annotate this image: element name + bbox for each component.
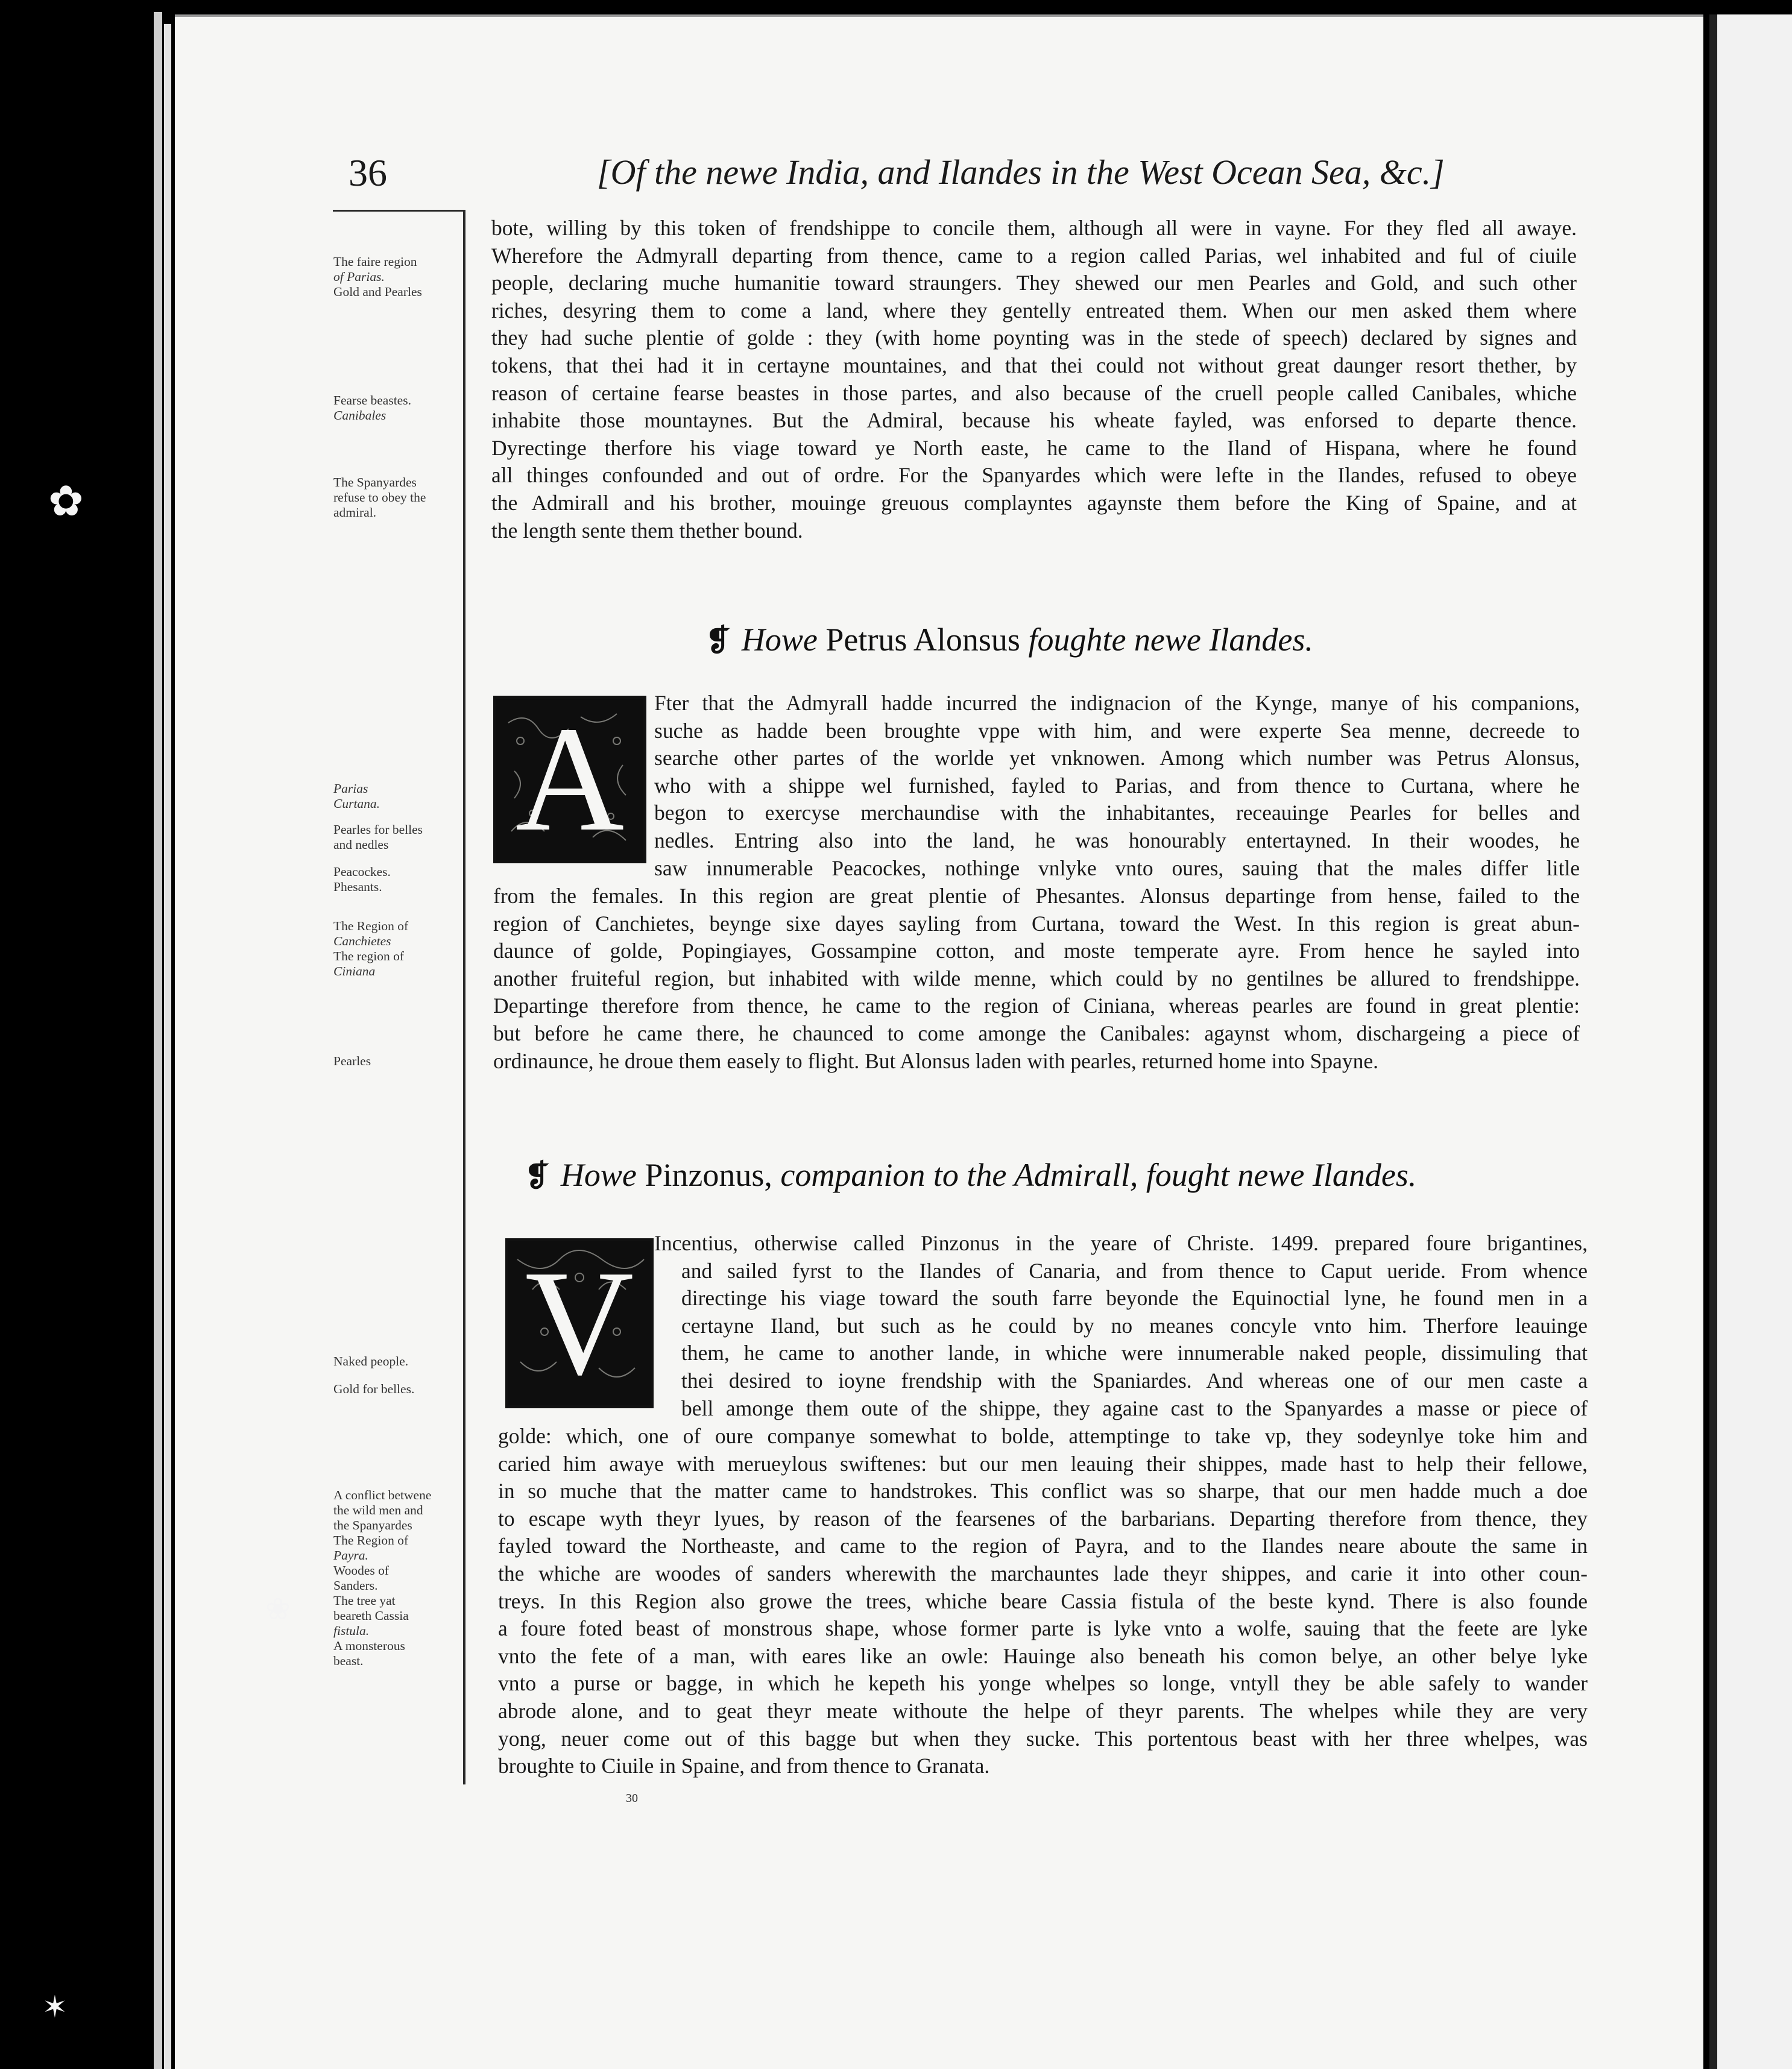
text-line: treys. In this Region also growe the trees, whiche beare Cassia fistula of the beste kynd. There is also founde bbox=[498, 1589, 1588, 1613]
note-line: Phesants. bbox=[333, 880, 382, 894]
paragraph-admiral-parias bbox=[491, 215, 1577, 544]
note-line: fistula. bbox=[333, 1623, 370, 1638]
margin-note-peacockes bbox=[333, 864, 463, 895]
note-line: beareth Cassia bbox=[333, 1608, 409, 1623]
signature-mark: 30 bbox=[626, 1792, 638, 1805]
note-line: A conflict betwene bbox=[333, 1488, 432, 1502]
text-line: vnto the fete of a man, with eares like an owle: Hauinge also beneath his comon belye, an other belye lyke bbox=[498, 1643, 1588, 1668]
note-line: Canibales bbox=[333, 408, 386, 423]
note-line: Naked people. bbox=[333, 1354, 409, 1368]
text-line: directinge his viage toward the south farre beyonde the Equinoctial lyne, he found men in a bbox=[681, 1286, 1588, 1311]
text-line: tokens, that thei had it in certayne mountaines, and that thei could not without great daunger resort thether, by bbox=[491, 353, 1577, 377]
text-line: caried him awaye with merueylous swiftenes: but our men leauing their shippes, made hast to help their fellowe, bbox=[498, 1451, 1588, 1476]
note-line: admiral. bbox=[333, 505, 377, 520]
margin-note-gold-belles bbox=[333, 1382, 463, 1397]
margin-divider-rule bbox=[463, 210, 465, 1784]
text-line: vnto a purse or bagge, in which he kepeth his yonge whelpes so longe, vntyll they be able safely to wander bbox=[498, 1671, 1588, 1696]
text-line: Dyrectinge therfore his viage toward ye North easte, he came to the Iland of Hispana, where he found bbox=[491, 435, 1577, 460]
text-line: bote, willing by this token of frendshippe to concile them, although all were in vayne. For they fled all awaye. bbox=[491, 216, 1577, 240]
note-line: Peacockes. bbox=[333, 864, 391, 879]
note-line: Woodes of bbox=[333, 1563, 390, 1578]
note-line: Canchietes bbox=[333, 934, 391, 948]
margin-note-pearles bbox=[333, 1054, 463, 1069]
note-line: Gold and Pearles bbox=[333, 285, 422, 299]
text-line: inhabite those mountaynes. But the Admiral, because his wheate fayled, was enforsed to departe thence. bbox=[491, 408, 1577, 433]
paragraph-alonsus-indented bbox=[654, 690, 1580, 882]
text-line: ordinaunce, he droue them easely to flight. But Alonsus laden with pearles, returned home into Spayne. bbox=[493, 1048, 1378, 1073]
note-line: the Spanyardes bbox=[333, 1518, 412, 1532]
note-line: of Parias. bbox=[333, 269, 385, 284]
page-edge-shadow bbox=[154, 12, 162, 2069]
note-line: the wild men and bbox=[333, 1503, 423, 1517]
text-line: riches, desyring them to come a land, where they gentelly entreated them. When our men asked them where bbox=[491, 298, 1577, 323]
text-line: nedles. Entring also into the land, he was honourably entertayned. In their woodes, he bbox=[654, 828, 1580, 852]
text-line: the whiche are woodes of sanders wherewith the marchauntes lade theyr shippes, and carie it into other coun- bbox=[498, 1561, 1588, 1586]
paragraph-pinzonus-full bbox=[498, 1423, 1588, 1780]
text-line: they had suche plentie of golde : they (with home poynting was in the stede of speech) declared by signes and bbox=[491, 326, 1577, 350]
paragraph-mark-icon: ❡ bbox=[705, 622, 731, 658]
text-line: from the females. In this region are great plentie of Phesantes. Alonsus departinge from hense, failed to the bbox=[493, 884, 1580, 908]
note-line: The Region of bbox=[333, 1533, 409, 1548]
note-line: Gold for belles. bbox=[333, 1382, 415, 1396]
text-line: broughte to Ciuile in Spaine, and from thence to Granata. bbox=[498, 1754, 990, 1778]
note-line: A monsterous bbox=[333, 1639, 405, 1653]
text-line: searche other partes of the worlde yet vnknowen. Among which number was Petrus Alonsus, bbox=[654, 746, 1580, 770]
decorated-initial-a bbox=[493, 696, 646, 863]
text-line: people, declaring muche humanitie toward straungers. They shewed our men Pearles and Gold, and such other bbox=[491, 271, 1577, 295]
heading-part: foughte newe Ilandes. bbox=[1028, 622, 1313, 658]
dropcap-letter: V bbox=[525, 1239, 634, 1406]
margin-top-rule bbox=[333, 210, 465, 212]
heading-part: Howe bbox=[741, 622, 818, 658]
paragraph-pinzonus-indented bbox=[654, 1230, 1588, 1422]
paragraph-mark-icon: ❡ bbox=[525, 1157, 550, 1193]
text-line: them, he came to another lande, in whiche were innumerable naked people, dissimuling that bbox=[681, 1341, 1588, 1365]
text-line: certayne Iland, but such as he could by no meanes concyle vnto him. Therfore leauinge bbox=[681, 1313, 1588, 1338]
note-line: The Spanyardes bbox=[333, 475, 417, 490]
text-line: Fter that the Admyrall hadde incurred the indignacion of the Kynge, manye of his companions, bbox=[654, 691, 1580, 715]
margin-note-canchietes bbox=[333, 919, 463, 979]
text-line: who with a shippe wel furnished, fayled to Parias, and from thence to Curtana, where he bbox=[654, 773, 1580, 798]
text-line: bell amonge them oute of the shippe, they againe cast to the Spanyardes a masse or piece of bbox=[681, 1396, 1588, 1420]
page-number: 36 bbox=[349, 151, 387, 194]
text-line: the Admirall and his brother, mouinge greuous complayntes agaynste them before the King of Spaine, and at bbox=[491, 490, 1577, 515]
text-line: Wherefore the Admyrall departing from thence, came to a region called Parias, wel inhabited and ful of ciuile bbox=[491, 243, 1577, 268]
note-line: Ciniana bbox=[333, 964, 376, 978]
note-line: refuse to obey the bbox=[333, 490, 426, 505]
section-heading-pinzonus bbox=[525, 1156, 1416, 1194]
text-line: daunce of golde, Popingiayes, Gossampine cotton, and moste temperate ayre. From hence he sayled into bbox=[493, 939, 1580, 963]
scan-artifact: ✿ bbox=[48, 476, 84, 526]
page-edge-shadow-inner bbox=[164, 24, 171, 2069]
text-line: Incentius, otherwise called Pinzonus in the yeare of Christe. 1499. prepared foure brigantines, bbox=[654, 1231, 1588, 1255]
text-line: abrode alone, and to geat theyr meate withoute the helpe of theyr parents. The whelpes while they are very bbox=[498, 1698, 1588, 1723]
text-line: another fruiteful region, but inhabited with wilde menne, which could by no gentilnes be allured to frendshippe. bbox=[493, 966, 1580, 990]
text-line: yong, neuer come out of this bagge but when they sucke. This portentous beast with her three whelpes, was bbox=[498, 1726, 1588, 1751]
facing-page-edge bbox=[1717, 14, 1792, 2069]
margin-note-parias bbox=[333, 254, 463, 300]
text-line: golde: which, one of oure companye somewhat to bolde, attemptinge to take vp, they sodeynlye toke him and bbox=[498, 1424, 1588, 1448]
note-line: and nedles bbox=[333, 837, 389, 852]
note-line: Fearse beastes. bbox=[333, 393, 411, 408]
section-heading-petrus-alonsus bbox=[705, 621, 1313, 658]
decorated-initial-v bbox=[505, 1238, 654, 1408]
text-line: thei desired to ioyne frendship with the Spaniardes. And whereas one of our men caste a bbox=[681, 1368, 1588, 1393]
text-line: fayled toward the Northeaste, and came to the region of Payra, and to the Ilandes neare aboute the same in bbox=[498, 1534, 1588, 1558]
text-line: saw innumerable Peacockes, nothinge vnlyke vnto oures, sauing that the males differ litle bbox=[654, 855, 1580, 880]
note-line: Payra. bbox=[333, 1548, 368, 1563]
dropcap-letter: A bbox=[515, 696, 625, 863]
paragraph-alonsus-full bbox=[493, 883, 1580, 1075]
note-line: Pearles bbox=[333, 1054, 371, 1068]
note-line: Pearles for belles bbox=[333, 822, 423, 837]
text-line: suche as hadde been broughte vppe with him, and were experte Sea menne, decreede to bbox=[654, 718, 1580, 743]
margin-note-pearles-belles bbox=[333, 822, 463, 852]
heading-part: Petrus Alonsus bbox=[825, 622, 1020, 658]
heading-part: companion to the Admirall, fought newe Ilandes. bbox=[780, 1157, 1417, 1193]
running-title: [Of the newe India, and Ilandes in the West Ocean Sea, &c.] bbox=[597, 153, 1445, 192]
scan-artifact: ❀ bbox=[265, 1592, 291, 1627]
text-line: reason of certaine fearse beastes in those partes, and also because of the cruell people called Canibales, whiche bbox=[491, 380, 1577, 405]
note-line: Curtana. bbox=[333, 796, 380, 811]
text-line: all thinges confounded and out of ordre. For the Spanyardes which were lefte in the Ilandes, refused to obeye bbox=[491, 463, 1577, 488]
margin-note-beastes bbox=[333, 393, 463, 423]
note-line: The tree yat bbox=[333, 1593, 396, 1608]
note-line: beast. bbox=[333, 1654, 364, 1668]
note-line: The faire region bbox=[333, 254, 417, 269]
margin-note-conflict bbox=[333, 1488, 463, 1669]
text-line: begon to exercyse merchaundise with the inhabitantes, receauinge Pearles for belles and bbox=[654, 801, 1580, 825]
text-line: the length sente them thether bound. bbox=[491, 518, 803, 543]
margin-note-spanyardes bbox=[333, 475, 463, 520]
text-line: but before he came there, he chaunced to come amonge the Canibales: agaynst whom, dischargeing a piece of bbox=[493, 1021, 1580, 1045]
text-line: to escape wyth theyr lyues, by reason of the fearsenes of the barbarians. Departing therefore from thence, they bbox=[498, 1506, 1588, 1531]
scan-artifact: ✶ bbox=[42, 1989, 68, 2024]
note-line: Sanders. bbox=[333, 1578, 378, 1593]
text-line: and sailed fyrst to the Ilandes of Canaria, and from thence to Caput ueride. From whence bbox=[681, 1258, 1588, 1283]
note-line: The Region of bbox=[333, 919, 409, 933]
margin-note-curtana bbox=[333, 781, 463, 811]
note-line: Parias bbox=[333, 781, 368, 796]
right-sheet-edge bbox=[1709, 14, 1718, 2069]
text-line: region of Canchietes, beynge sixe dayes sayling from Curtana, toward the West. In this region is great abun- bbox=[493, 911, 1580, 936]
text-line: a foure foted beast of monstrous shape, whose former parte is lyke vnto a wolfe, sauing that the feete are lyke bbox=[498, 1616, 1588, 1641]
heading-part: Pinzonus, bbox=[645, 1157, 772, 1193]
heading-part: Howe bbox=[560, 1157, 637, 1193]
note-line: The region of bbox=[333, 949, 405, 963]
margin-note-naked-people bbox=[333, 1354, 463, 1369]
text-line: in so muche that the matter came to handstrokes. This conflict was so sharpe, that our men hadde much a doe bbox=[498, 1479, 1588, 1504]
text-line: Departinge therefore from thence, he came to the region of Ciniana, whereas pearles are found in great plentie: bbox=[493, 994, 1580, 1018]
